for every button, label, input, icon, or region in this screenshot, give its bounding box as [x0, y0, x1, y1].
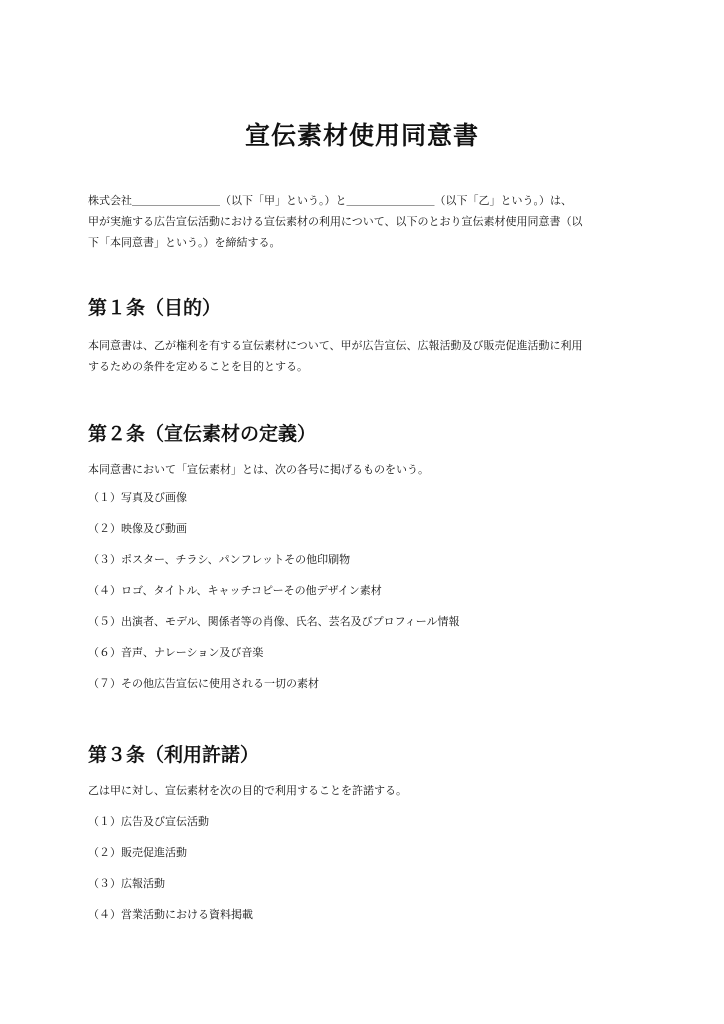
document-title: 宣伝素材使用同意書 — [244, 121, 479, 150]
article-heading: 第３条（利用許諾） — [88, 744, 260, 766]
article-2 — [88, 419, 648, 690]
body-line: するための条件を定めることを目的とする。 — [88, 360, 308, 373]
list-item: （３）ポスター、チラシ、パンフレットその他印刷物 — [88, 553, 351, 566]
intro-line: 下「本同意書」という。）を締結する。 — [88, 236, 281, 249]
list-item: （４）営業活動における資料掲載 — [88, 908, 253, 921]
list-item: （１）写真及び画像 — [88, 491, 187, 504]
list-item: （６）音声、ナレーション及び音楽 — [88, 646, 264, 659]
intro-line: 甲が実施する広告宣伝活動における宣伝素材の利用について、以下のとおり宣伝素材使用同意書（以 — [88, 215, 583, 228]
article-body — [88, 335, 648, 377]
body-line: 乙は甲に対し、宣伝素材を次の目的で利用することを許諾する。 — [88, 784, 407, 797]
list-item: （２）映像及び動画 — [88, 522, 187, 535]
article-1 — [88, 293, 648, 377]
body-line: 本同意書において「宣伝素材」とは、次の各号に掲げるものをいう。 — [88, 463, 429, 476]
list-item: （５）出演者、モデル、関係者等の肖像、氏名、芸名及びプロフィール情報 — [88, 615, 460, 628]
list-item: （３）広報活動 — [88, 877, 165, 890]
intro-paragraph — [88, 190, 640, 253]
body-line: 本同意書は、乙が権利を有する宣伝素材について、甲が広告宣伝、広報活動及び販売促進活動に利用 — [88, 339, 583, 352]
article-3 — [88, 740, 648, 921]
article-body — [88, 459, 648, 480]
intro-line: 株式会社＿＿＿＿＿＿＿＿（以下「甲」という。）と＿＿＿＿＿＿＿＿（以下「乙」という。）は、 — [88, 194, 572, 207]
list-item: （２）販売促進活動 — [88, 846, 187, 859]
list-item: （１）広告及び宣伝活動 — [88, 815, 209, 828]
article-heading: 第１条（目的） — [88, 297, 222, 319]
article-body — [88, 780, 648, 801]
article-heading: 第２条（宣伝素材の定義） — [88, 423, 317, 445]
list-item: （７）その他広告宣伝に使用される一切の素材 — [88, 677, 319, 690]
list-item: （４）ロゴ、タイトル、キャッチコピーその他デザイン素材 — [88, 584, 382, 597]
